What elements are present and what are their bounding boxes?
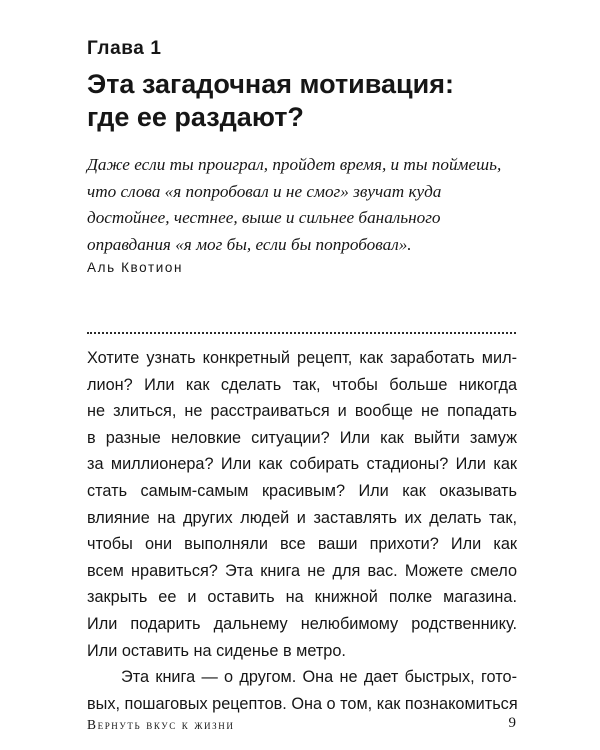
epigraph-author: Аль Квотион [87,260,184,275]
running-footer-title: Вернуть вкус к жизни [87,717,235,732]
body-line: не злиться, не расстраиваться и вообще не попадать [87,402,517,421]
body-line: стать самым-самым красивым? Или как оказывать [87,481,517,500]
epigraph-line: оправдания «я мог бы, если бы попробовал». [87,234,412,254]
dotted-divider [87,332,516,334]
body-line: Или подарить дальнему нелюбимому родственнику. [87,614,517,633]
body-line: Или оставить на сиденье в метро. [87,641,346,660]
body-line: за миллионера? Или как собирать стадионы? Или как [87,455,517,474]
body-line: закрыть ее и оставить на книжной полке магазина. [87,588,517,607]
epigraph-line: Даже если ты проиграл, пройдет время, и ты поймешь, [87,155,502,174]
body-line: чтобы они выполняли все ваши прихоти? Или как [87,535,517,554]
body-line: в разные неловкие ситуации? Или как выйти замуж [87,428,517,447]
body-line: вых, пошаговых рецептов. Она о том, как познакомиться [87,694,518,713]
epigraph-quote [87,152,527,258]
epigraph-line: достойнее, честнее, выше и сильнее банального [87,208,441,227]
body-line: Эта книга — о другом. Она не дает быстрых, гото- [121,668,517,687]
epigraph-line: что слова «я попробовал и не смог» звучат куда [87,181,442,201]
chapter-title-line: где ее раздают? [87,102,304,132]
chapter-title-line: Эта загадочная мотивация: [87,69,454,99]
body-line: Хотите узнать конкретный рецепт, как заработать мил- [87,349,517,367]
chapter-title [87,68,527,134]
body-line: влияние на других людей и заставлять их делать так, [87,508,517,527]
body-line: лион? Или как сделать так, чтобы больше никогда [87,375,517,394]
body-line: всем нравиться? Эта книга не для вас. Можете смело [87,561,517,580]
body-text [87,345,517,717]
chapter-label: Глава 1 [87,38,162,59]
page-number: 9 [508,715,516,731]
